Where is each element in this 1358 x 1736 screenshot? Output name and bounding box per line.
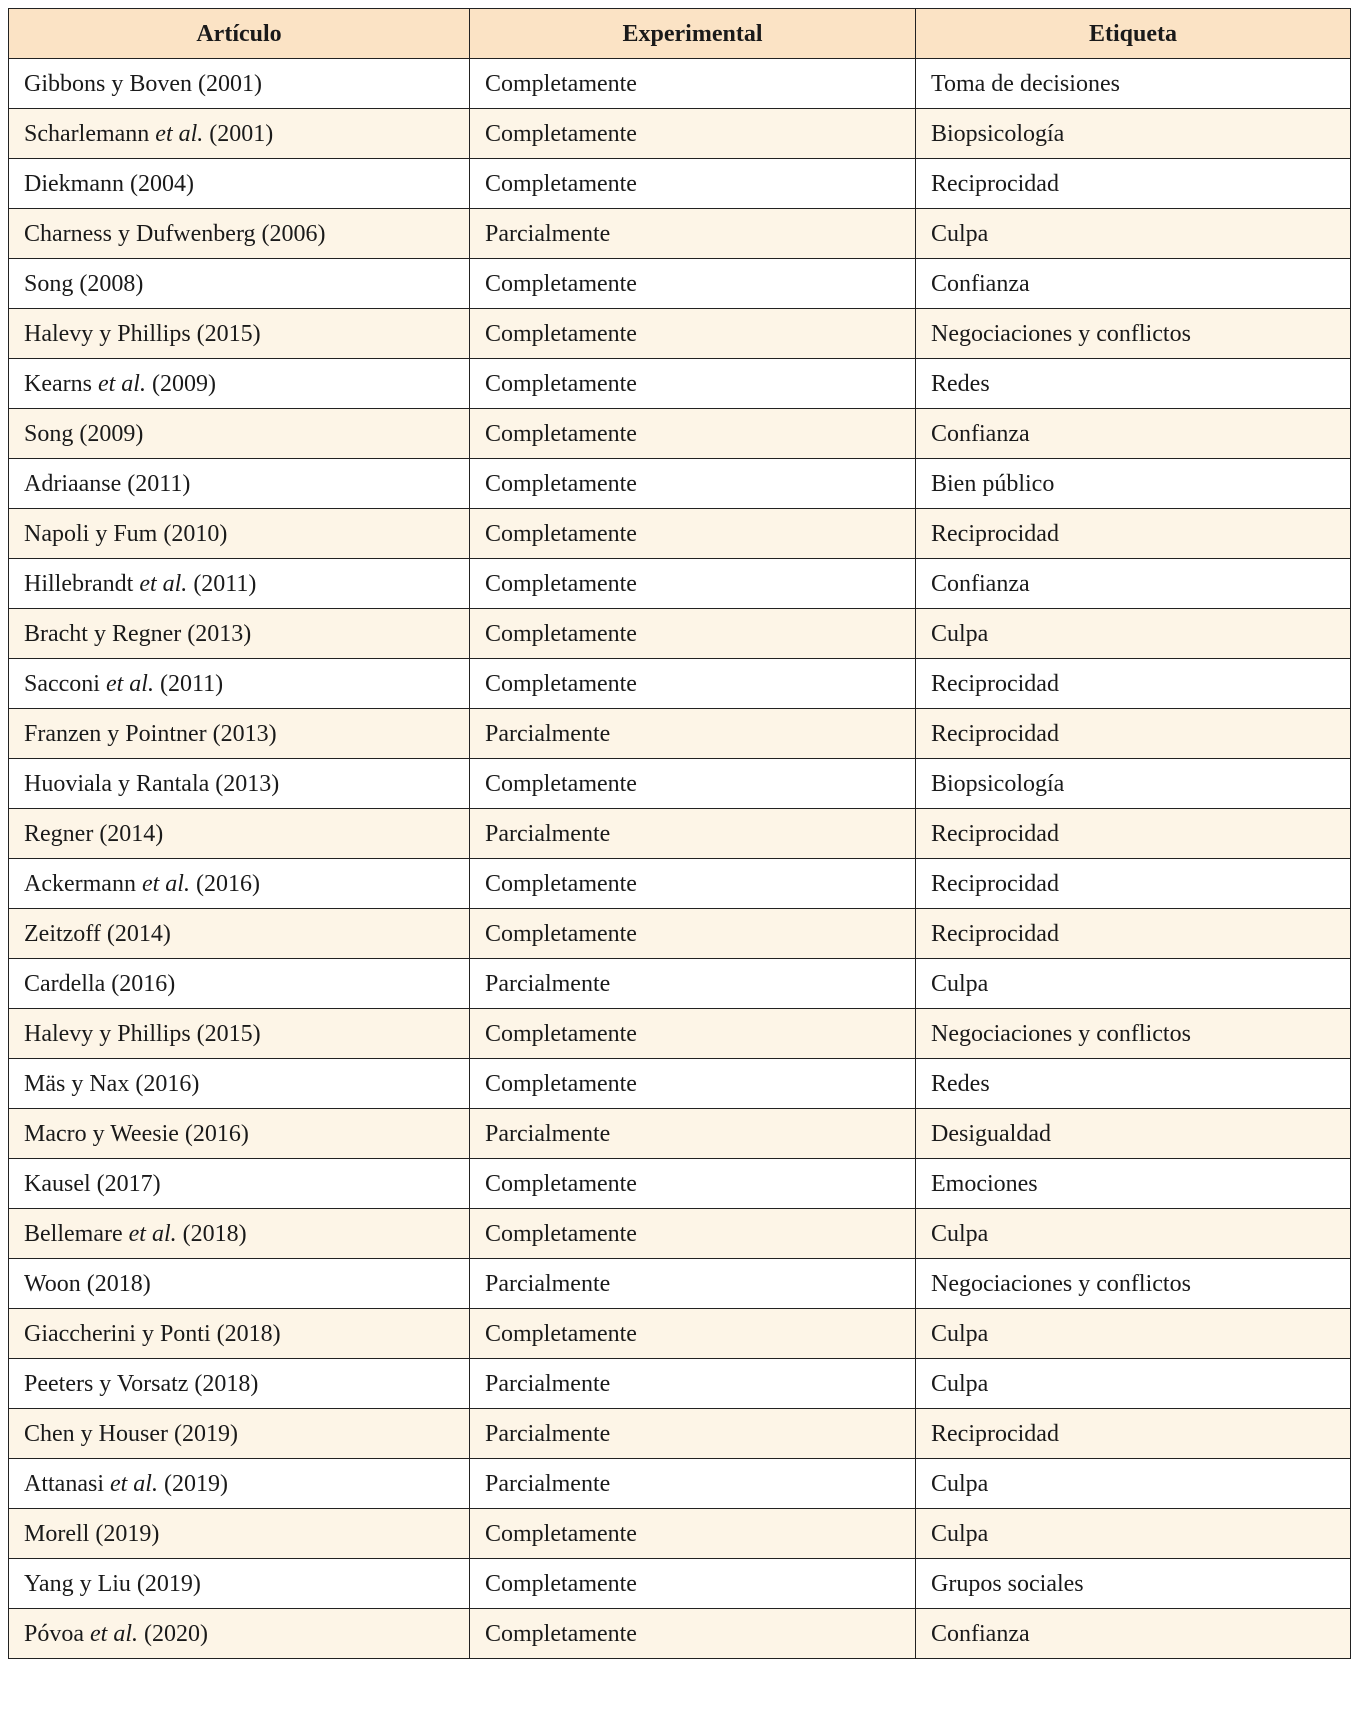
author-name: Halevy y Phillips xyxy=(24,320,191,347)
table-row xyxy=(9,1359,1351,1409)
cell-experimental: Completamente xyxy=(470,409,916,459)
cell-articulo xyxy=(9,209,470,259)
cell-experimental: Completamente xyxy=(470,109,916,159)
author-name: Cardella xyxy=(24,970,106,997)
table-row xyxy=(9,1459,1351,1509)
cell-articulo xyxy=(9,909,470,959)
cell-experimental: Completamente xyxy=(470,1509,916,1559)
publication-year: (2011) xyxy=(153,670,224,697)
table-row xyxy=(9,1159,1351,1209)
publication-year: (2019) xyxy=(130,1570,201,1597)
author-name: Chen y Houser xyxy=(24,1420,168,1447)
author-name: Gibbons y Boven xyxy=(24,70,192,97)
cell-etiqueta: Reciprocidad xyxy=(916,809,1351,859)
table-row xyxy=(9,109,1351,159)
cell-articulo xyxy=(9,759,470,809)
author-name: Peeters y Vorsatz xyxy=(24,1370,189,1397)
cell-articulo xyxy=(9,1109,470,1159)
cell-experimental: Parcialmente xyxy=(470,959,916,1009)
table-row xyxy=(9,59,1351,109)
cell-articulo xyxy=(9,459,470,509)
table-row xyxy=(9,759,1351,809)
cell-etiqueta: Reciprocidad xyxy=(916,709,1351,759)
table-row xyxy=(9,209,1351,259)
publication-year: (2009) xyxy=(73,420,144,447)
cell-articulo xyxy=(9,1409,470,1459)
author-name: Regner xyxy=(24,820,94,847)
cell-etiqueta: Bien público xyxy=(916,459,1351,509)
author-name: Bellemare xyxy=(24,1220,123,1247)
publication-year: (2004) xyxy=(123,170,194,197)
cell-etiqueta: Biopsicología xyxy=(916,759,1351,809)
cell-etiqueta: Negociaciones y conflictos xyxy=(916,309,1351,359)
author-name: Halevy y Phillips xyxy=(24,1020,191,1047)
table-row xyxy=(9,559,1351,609)
cell-etiqueta: Culpa xyxy=(916,1509,1351,1559)
cell-etiqueta: Reciprocidad xyxy=(916,659,1351,709)
cell-etiqueta: Confianza xyxy=(916,259,1351,309)
cell-experimental: Completamente xyxy=(470,259,916,309)
table-row xyxy=(9,259,1351,309)
cell-experimental: Parcialmente xyxy=(470,1459,916,1509)
table-row xyxy=(9,1209,1351,1259)
table-row xyxy=(9,1259,1351,1309)
cell-articulo xyxy=(9,659,470,709)
table-row xyxy=(9,909,1351,959)
cell-experimental: Parcialmente xyxy=(470,1409,916,1459)
publication-year: (2018) xyxy=(176,1220,247,1247)
cell-experimental: Parcialmente xyxy=(470,809,916,859)
publication-year: (2013) xyxy=(209,770,280,797)
table-row xyxy=(9,359,1351,409)
publication-year: (2010) xyxy=(157,520,228,547)
cell-experimental: Completamente xyxy=(470,559,916,609)
cell-experimental: Parcialmente xyxy=(470,1259,916,1309)
cell-etiqueta: Redes xyxy=(916,1059,1351,1109)
cell-articulo xyxy=(9,1209,470,1259)
publication-year: (2020) xyxy=(138,1620,208,1647)
cell-articulo xyxy=(9,609,470,659)
table-row xyxy=(9,309,1351,359)
cell-articulo xyxy=(9,1159,470,1209)
cell-experimental: Completamente xyxy=(470,1609,916,1659)
author-name: Song xyxy=(24,270,74,297)
table-row xyxy=(9,809,1351,859)
publication-year: (2019) xyxy=(89,1520,160,1547)
author-name: Kearns xyxy=(24,370,92,397)
et-al-marker: et al. xyxy=(90,1620,138,1647)
cell-etiqueta: Confianza xyxy=(916,409,1351,459)
table-row xyxy=(9,609,1351,659)
cell-etiqueta: Reciprocidad xyxy=(916,509,1351,559)
table-row xyxy=(9,959,1351,1009)
author-name: Zeitzoff xyxy=(24,920,101,947)
table-row xyxy=(9,1609,1351,1659)
publication-year: (2011) xyxy=(187,570,257,597)
cell-experimental: Completamente xyxy=(470,1209,916,1259)
cell-experimental: Completamente xyxy=(470,659,916,709)
table-row xyxy=(9,1109,1351,1159)
table-row xyxy=(9,459,1351,509)
cell-etiqueta: Culpa xyxy=(916,1209,1351,1259)
author-name: Adriaanse xyxy=(24,470,122,497)
cell-articulo xyxy=(9,409,470,459)
table-header xyxy=(9,9,1351,59)
cell-articulo xyxy=(9,1559,470,1609)
publication-year: (2013) xyxy=(206,720,277,747)
cell-articulo xyxy=(9,509,470,559)
publication-year: (2008) xyxy=(73,270,144,297)
et-al-marker: et al. xyxy=(139,570,188,597)
cell-etiqueta: Toma de decisiones xyxy=(916,59,1351,109)
author-name: Woon xyxy=(24,1270,81,1297)
cell-experimental: Completamente xyxy=(470,1159,916,1209)
cell-experimental: Completamente xyxy=(470,159,916,209)
author-name: Morell xyxy=(24,1520,90,1547)
cell-articulo xyxy=(9,1009,470,1059)
author-name: Mäs y Nax xyxy=(24,1070,130,1097)
cell-experimental: Completamente xyxy=(470,909,916,959)
cell-experimental: Completamente xyxy=(470,509,916,559)
et-al-marker: et al. xyxy=(128,1220,177,1247)
cell-etiqueta: Negociaciones y conflictos xyxy=(916,1009,1351,1059)
cell-etiqueta: Reciprocidad xyxy=(916,159,1351,209)
cell-etiqueta: Emociones xyxy=(916,1159,1351,1209)
author-name: Giaccherini y Ponti xyxy=(24,1320,211,1347)
author-name: Sacconi xyxy=(24,670,100,697)
et-al-marker: et al. xyxy=(105,670,154,697)
publication-year: (2001) xyxy=(203,120,274,147)
et-al-marker: et al. xyxy=(97,370,146,397)
cell-experimental: Completamente xyxy=(470,459,916,509)
cell-articulo xyxy=(9,59,470,109)
publication-year: (2018) xyxy=(188,1370,259,1397)
publication-year: (2015) xyxy=(190,1020,261,1047)
cell-etiqueta: Grupos sociales xyxy=(916,1559,1351,1609)
cell-etiqueta: Biopsicología xyxy=(916,109,1351,159)
cell-experimental: Parcialmente xyxy=(470,1359,916,1409)
cell-articulo xyxy=(9,1059,470,1109)
author-name: Franzen y Pointner xyxy=(24,720,207,747)
publication-year: (2014) xyxy=(93,820,164,847)
cell-etiqueta: Culpa xyxy=(916,609,1351,659)
table-row xyxy=(9,409,1351,459)
table-row xyxy=(9,1559,1351,1609)
cell-experimental: Completamente xyxy=(470,759,916,809)
author-name: Napoli y Fum xyxy=(24,520,158,547)
cell-experimental: Completamente xyxy=(470,309,916,359)
cell-experimental: Completamente xyxy=(470,359,916,409)
publication-year: (2016) xyxy=(105,970,176,997)
cell-experimental: Completamente xyxy=(470,1059,916,1109)
author-name: Bracht y Regner xyxy=(24,620,182,647)
publication-year: (2016) xyxy=(189,870,260,897)
cell-articulo xyxy=(9,309,470,359)
table-row xyxy=(9,659,1351,709)
cell-articulo xyxy=(9,809,470,859)
cell-experimental: Completamente xyxy=(470,859,916,909)
cell-etiqueta: Redes xyxy=(916,359,1351,409)
author-name: Diekmann xyxy=(24,170,124,197)
cell-etiqueta: Desigualdad xyxy=(916,1109,1351,1159)
et-al-marker: et al. xyxy=(141,870,190,897)
cell-articulo xyxy=(9,1309,470,1359)
cell-articulo xyxy=(9,359,470,409)
cell-articulo xyxy=(9,159,470,209)
cell-articulo xyxy=(9,559,470,609)
publication-year: (2016) xyxy=(178,1120,249,1147)
author-name: Huoviala y Rantala xyxy=(24,770,210,797)
table-row xyxy=(9,1009,1351,1059)
publication-year: (2018) xyxy=(210,1320,281,1347)
cell-articulo xyxy=(9,1259,470,1309)
table-row xyxy=(9,1309,1351,1359)
cell-experimental: Parcialmente xyxy=(470,1109,916,1159)
cell-experimental: Completamente xyxy=(470,609,916,659)
publication-year: (2017) xyxy=(90,1170,161,1197)
table-row xyxy=(9,709,1351,759)
author-name: Scharlemann xyxy=(24,120,150,147)
author-name: Attanasi xyxy=(24,1470,104,1497)
cell-etiqueta: Culpa xyxy=(916,959,1351,1009)
cell-experimental: Completamente xyxy=(470,59,916,109)
et-al-marker: et al. xyxy=(155,120,204,147)
table-row xyxy=(9,1509,1351,1559)
cell-articulo xyxy=(9,1359,470,1409)
publication-year: (2018) xyxy=(80,1270,151,1297)
cell-articulo xyxy=(9,259,470,309)
table-row xyxy=(9,859,1351,909)
cell-articulo xyxy=(9,109,470,159)
cell-articulo xyxy=(9,859,470,909)
table-row xyxy=(9,509,1351,559)
column-header-experimental: Experimental xyxy=(470,9,916,59)
cell-articulo xyxy=(9,1459,470,1509)
column-header-articulo: Artículo xyxy=(9,9,470,59)
cell-experimental: Completamente xyxy=(470,1559,916,1609)
articles-table xyxy=(8,8,1351,1659)
author-name: Ackermann xyxy=(24,870,136,897)
cell-etiqueta: Reciprocidad xyxy=(916,859,1351,909)
cell-etiqueta: Negociaciones y conflictos xyxy=(916,1259,1351,1309)
cell-etiqueta: Culpa xyxy=(916,1359,1351,1409)
publication-year: (2006) xyxy=(255,220,326,247)
author-name: Charness y Dufwenberg xyxy=(24,220,256,247)
cell-etiqueta: Reciprocidad xyxy=(916,909,1351,959)
publication-year: (2019) xyxy=(157,1470,228,1497)
cell-etiqueta: Culpa xyxy=(916,1459,1351,1509)
cell-articulo xyxy=(9,1509,470,1559)
cell-etiqueta: Culpa xyxy=(916,209,1351,259)
table-row xyxy=(9,1059,1351,1109)
cell-etiqueta: Confianza xyxy=(916,1609,1351,1659)
cell-experimental: Completamente xyxy=(470,1009,916,1059)
cell-experimental: Completamente xyxy=(470,1309,916,1359)
cell-experimental: Parcialmente xyxy=(470,209,916,259)
cell-articulo xyxy=(9,709,470,759)
author-name: Song xyxy=(24,420,74,447)
table-row xyxy=(9,159,1351,209)
table-body xyxy=(9,59,1351,1659)
et-al-marker: et al. xyxy=(109,1470,158,1497)
publication-year: (2009) xyxy=(145,370,216,397)
publication-year: (2014) xyxy=(100,920,171,947)
publication-year: (2001) xyxy=(192,70,262,97)
cell-etiqueta: Reciprocidad xyxy=(916,1409,1351,1459)
publication-year: (2013) xyxy=(181,620,252,647)
publication-year: (2016) xyxy=(129,1070,200,1097)
author-name: Póvoa xyxy=(24,1620,84,1647)
publication-year: (2011) xyxy=(121,470,191,497)
articles-table-container xyxy=(8,8,1350,1659)
cell-etiqueta: Confianza xyxy=(916,559,1351,609)
cell-etiqueta: Culpa xyxy=(916,1309,1351,1359)
header-row xyxy=(9,9,1351,59)
author-name: Macro y Weesie xyxy=(24,1120,179,1147)
cell-experimental: Parcialmente xyxy=(470,709,916,759)
publication-year: (2015) xyxy=(190,320,261,347)
cell-articulo xyxy=(9,959,470,1009)
author-name: Hillebrandt xyxy=(24,570,134,597)
column-header-etiqueta: Etiqueta xyxy=(916,9,1351,59)
cell-articulo xyxy=(9,1609,470,1659)
author-name: Kausel xyxy=(24,1170,91,1197)
table-row xyxy=(9,1409,1351,1459)
publication-year: (2019) xyxy=(167,1420,238,1447)
author-name: Yang y Liu xyxy=(24,1570,131,1597)
